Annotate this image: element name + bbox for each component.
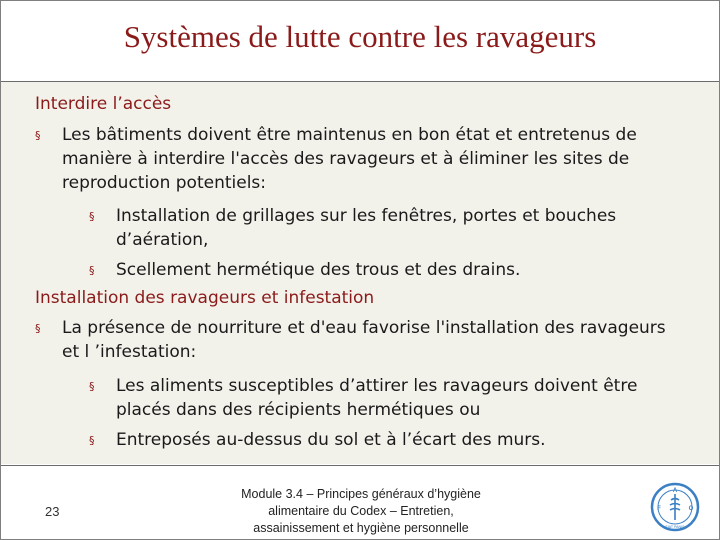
bullet-icon: § <box>89 380 95 393</box>
module-caption <box>226 486 496 537</box>
bullet-icon: § <box>89 210 95 223</box>
slide-title: Systèmes de lutte contre les ravageurs <box>123 19 597 54</box>
bullet-text-line: Les bâtiments doivent être maintenus en bon état et entretenus de <box>62 125 637 145</box>
bullet-text-line: manière à interdire l'accès des ravageurs et à éliminer les sites de <box>62 149 630 169</box>
bullet-icon: § <box>89 264 95 277</box>
module-caption-line: alimentaire du Codex – Entretien, <box>268 504 454 518</box>
bullet-text-line: reproduction potentiels: <box>62 173 267 193</box>
section-heading-access: Interdire l’accès <box>35 94 172 114</box>
bullet-text-line: et l ’infestation: <box>62 342 197 362</box>
bullet-icon: § <box>35 129 41 142</box>
logo-letter: O <box>688 506 694 512</box>
fao-logo-icon <box>650 482 700 532</box>
sub-bullet-text-line: Scellement hermétique des trous et des drains. <box>116 260 521 280</box>
logo-letter: F <box>657 506 661 512</box>
title-bar <box>1 1 719 82</box>
page-number: 23 <box>45 504 60 519</box>
slide-footer <box>1 465 719 540</box>
slide-body <box>1 82 719 464</box>
sub-bullet-text-line: d’aération, <box>116 230 209 250</box>
bullet-icon: § <box>89 434 95 447</box>
sub-bullet-text-line: Entreposés au-dessus du sol et à l’écart des murs. <box>116 430 546 450</box>
logo-motto: FIAT PANIS <box>665 525 685 529</box>
section-heading-infestation: Installation des ravageurs et infestation <box>35 288 375 308</box>
sub-bullet-text-line: Les aliments susceptibles d’attirer les ravageurs doivent être <box>116 376 638 396</box>
sub-bullet-text-line: placés dans des récipients hermétiques ou <box>116 400 481 420</box>
module-caption-line: Module 3.4 – Principes généraux d’hygiène <box>241 487 481 501</box>
module-caption-line: assainissement et hygiène personnelle <box>253 521 469 535</box>
logo-letter: A <box>672 488 678 494</box>
bullet-icon: § <box>35 322 41 335</box>
bullet-text-line: La présence de nourriture et d'eau favorise l'installation des ravageurs <box>62 318 666 338</box>
sub-bullet-text-line: Installation de grillages sur les fenêtres, portes et bouches <box>116 206 617 226</box>
